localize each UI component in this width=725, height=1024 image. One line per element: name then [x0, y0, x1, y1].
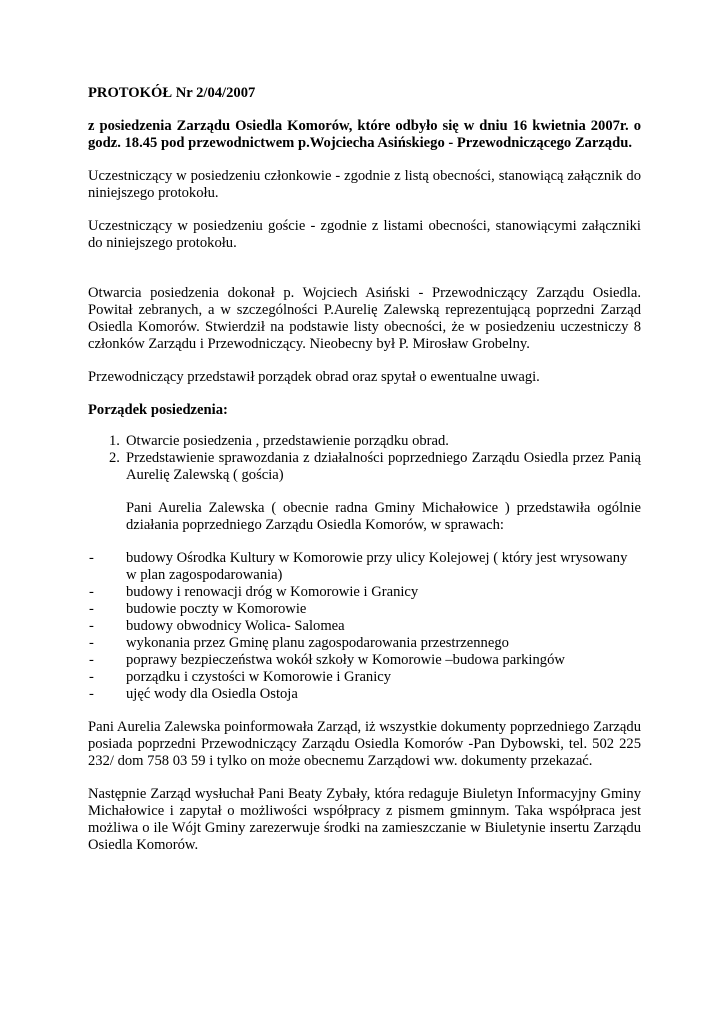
agenda-item-text: Przedstawienie sprawozdania z działalności poprzedniego Zarządu Osiedla przez Panią Aurelię Zalewską ( gościa)	[126, 450, 641, 483]
agenda-item-text: Otwarcie posiedzenia , przedstawienie porządku obrad.	[126, 433, 449, 449]
list-item	[88, 584, 641, 601]
matter-text: poprawy bezpieczeństwa wokół szkoły w Komorowie –budowa parkingów	[126, 652, 565, 668]
matter-text: ujęć wody dla Osiedla Ostoja	[126, 686, 298, 702]
list-item	[88, 669, 641, 686]
bullet-dash: -	[89, 584, 94, 600]
matter-text: porządku i czystości w Komorowie i Granicy	[126, 669, 392, 685]
matter-text: wykonania przez Gminę planu zagospodarowania przestrzennego	[126, 635, 509, 651]
participants-members: Uczestniczący w posiedzeniu członkowie - zgodnie z listą obecności, stanowiącą załącznik do niniejszego protokołu.	[88, 168, 641, 201]
list-item	[88, 550, 641, 584]
matter-text: budowy obwodnicy Wolica- Salomea	[126, 618, 345, 634]
agenda-heading: Porządek posiedzenia:	[88, 402, 228, 418]
document-title: PROTOKÓŁ Nr 2/04/2007	[88, 85, 256, 101]
matter-text: budowie poczty w Komorowie	[126, 601, 307, 617]
bullet-dash: -	[89, 669, 94, 685]
list-item	[88, 652, 641, 669]
bulletin-paragraph: Następnie Zarząd wysłuchał Pani Beaty Zybały, która redaguje Biuletyn Informacyjny Gminy Michałowice i zapytał o możliwości współpracy z pismem gminnym. Taka współpraca jest możliwa o ile Wójt Gminy zarezerwuje środki na zamieszczanie w Biuletynie insertu Zarządu Osiedla Komorów.	[88, 786, 641, 853]
matter-text: budowy i renowacji dróg w Komorowie i Granicy	[126, 584, 419, 600]
agenda-intro: Przewodniczący przedstawił porządek obrad oraz spytał o ewentualne uwagi.	[88, 369, 540, 385]
participants-guests: Uczestniczący w posiedzeniu goście - zgodnie z listami obecności, stanowiącymi załączniki do niniejszego protokołu.	[88, 218, 641, 251]
bullet-dash: -	[89, 686, 94, 702]
matters-list	[88, 550, 641, 703]
agenda-list	[88, 433, 641, 484]
meeting-subject: z posiedzenia Zarządu Osiedla Komorów, które odbyło się w dniu 16 kwietnia 2007r. o godz. 18.45 pod przewodnictwem p.Wojciecha Asińskiego - Przewodniczącego Zarządu.	[88, 118, 641, 151]
bullet-dash: -	[89, 635, 94, 651]
opening-paragraph: Otwarcia posiedzenia dokonał p. Wojciech Asiński - Przewodniczący Zarządu Osiedla. Powitał zebranych, a w szczególności P.Aurelię Zalewską reprezentującą poprzedni Zarząd Osiedla Komorów. Stwierdził na podstawie listy obecności, że w posiedzeniu uczestniczy 8 członków Zarządu i Przewodniczący. Nieobecny był P. Mirosław Grobelny.	[88, 285, 641, 352]
report-intro: Pani Aurelia Zalewska ( obecnie radna Gminy Michałowice ) przedstawiła ogólnie działania poprzedniego Zarządu Osiedla Komorów, w sprawach:	[126, 500, 641, 533]
agenda-item-number: 2.	[109, 450, 120, 466]
list-item	[88, 635, 641, 652]
list-item	[88, 618, 641, 635]
bullet-dash: -	[89, 601, 94, 617]
agenda-item	[88, 450, 641, 484]
list-item	[88, 601, 641, 618]
matter-text: budowy Ośrodka Kultury w Komorowie przy ulicy Kolejowej ( który jest wrysowany w plan zagospodarowania)	[126, 550, 628, 583]
document-page	[88, 85, 641, 870]
agenda-item	[88, 433, 641, 450]
documents-info: Pani Aurelia Zalewska poinformowała Zarząd, iż wszystkie dokumenty poprzedniego Zarządu posiada poprzedni Przewodniczący Zarządu Osiedla Komorów -Pan Dybowski, tel. 502 225 232/ dom 758 03 59 i tylko on może obecnemu Zarządowi ww. dokumenty przekazać.	[88, 719, 641, 769]
list-item	[88, 686, 641, 703]
agenda-item-number: 1.	[109, 433, 120, 449]
bullet-dash: -	[89, 652, 94, 668]
bullet-dash: -	[89, 550, 94, 566]
bullet-dash: -	[89, 618, 94, 634]
